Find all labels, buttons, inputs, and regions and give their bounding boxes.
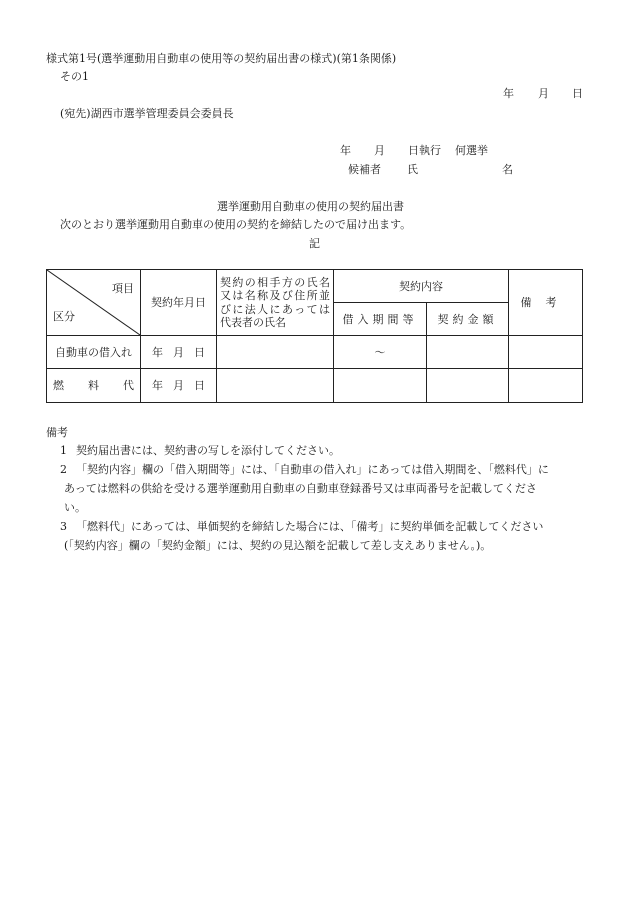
row-label: 自動車の借入れ (47, 336, 141, 369)
note-text: い。 (64, 501, 86, 514)
note-num: 2 (60, 463, 67, 476)
doc-title: 選挙運動用自動車の使用の契約届出書 (217, 200, 404, 213)
note-text: 「契約内容」欄の「借入期間等」には、「自動車の借入れ」にあっては借入期間を、「燃料代」に (76, 463, 549, 476)
header-party: 契約の相手方の氏名 又は名称及び住所並 びに法人にあっては 代表者の氏名 (217, 270, 334, 336)
header-remarks: 備考 (509, 270, 583, 336)
note-text: あっては燃料の供給を受ける選挙運動用自動車の自動車登録番号又は車両番号を記載してくださ (64, 482, 537, 495)
addressee: (宛先)湖西市選挙管理委員会委員長 (60, 107, 234, 120)
statement: 次のとおり選挙運動用自動車の使用の契約を締結したので届け出ます。 (60, 218, 412, 231)
row-amount (427, 369, 509, 403)
header-amount: 契約金額 (427, 303, 509, 336)
contract-table (46, 269, 583, 403)
date-year: 年 (503, 87, 514, 100)
candidate-label: 候補者 (348, 163, 381, 176)
header-date: 契約年月日 (141, 270, 217, 336)
form-title: 様式第1号(選挙運動用自動車の使用等の契約届出書の様式)(第1条関係) (46, 52, 397, 65)
table-row (47, 336, 583, 369)
note-text: 「燃料代」にあっては、単価契約を締結した場合には、「備考」に契約単価を記載してください (76, 520, 544, 533)
ki-mark: 記 (309, 237, 320, 250)
note-num: 3 (60, 520, 67, 533)
table-row (47, 369, 583, 403)
row-period: 〜 (334, 336, 427, 369)
notes-heading: 備考 (46, 426, 68, 439)
row-party (217, 369, 334, 403)
row-date: 年 月 日 (141, 369, 217, 403)
date-month: 月 (538, 87, 549, 100)
election-day: 日執行 (408, 144, 441, 157)
election-year: 年 (340, 144, 351, 157)
diagonal-line (47, 270, 140, 335)
corner-cell (47, 270, 141, 336)
row-label: 燃料代 (47, 369, 141, 403)
corner-bottom-label: 区分 (53, 310, 75, 323)
row-party (217, 336, 334, 369)
candidate-surname: 氏 (407, 163, 418, 176)
row-remarks (509, 336, 583, 369)
row-remarks (509, 369, 583, 403)
corner-top-label: 項目 (112, 282, 134, 295)
note-text: (「契約内容」欄の「契約金額」には、契約の見込額を記載して差し支えありません。)。 (64, 539, 492, 552)
election-name: 何選挙 (455, 144, 488, 157)
row-period (334, 369, 427, 403)
row-amount (427, 336, 509, 369)
date-day: 日 (572, 87, 583, 100)
header-period: 借入期間等 (334, 303, 427, 336)
row-date: 年 月 日 (141, 336, 217, 369)
election-month: 月 (374, 144, 385, 157)
form-sub: その1 (60, 70, 89, 83)
note-num: 1 (60, 444, 67, 457)
header-contract: 契約内容 (334, 270, 509, 303)
candidate-name: 名 (502, 163, 513, 176)
note-text: 契約届出書には、契約書の写しを添付してください。 (76, 444, 340, 457)
